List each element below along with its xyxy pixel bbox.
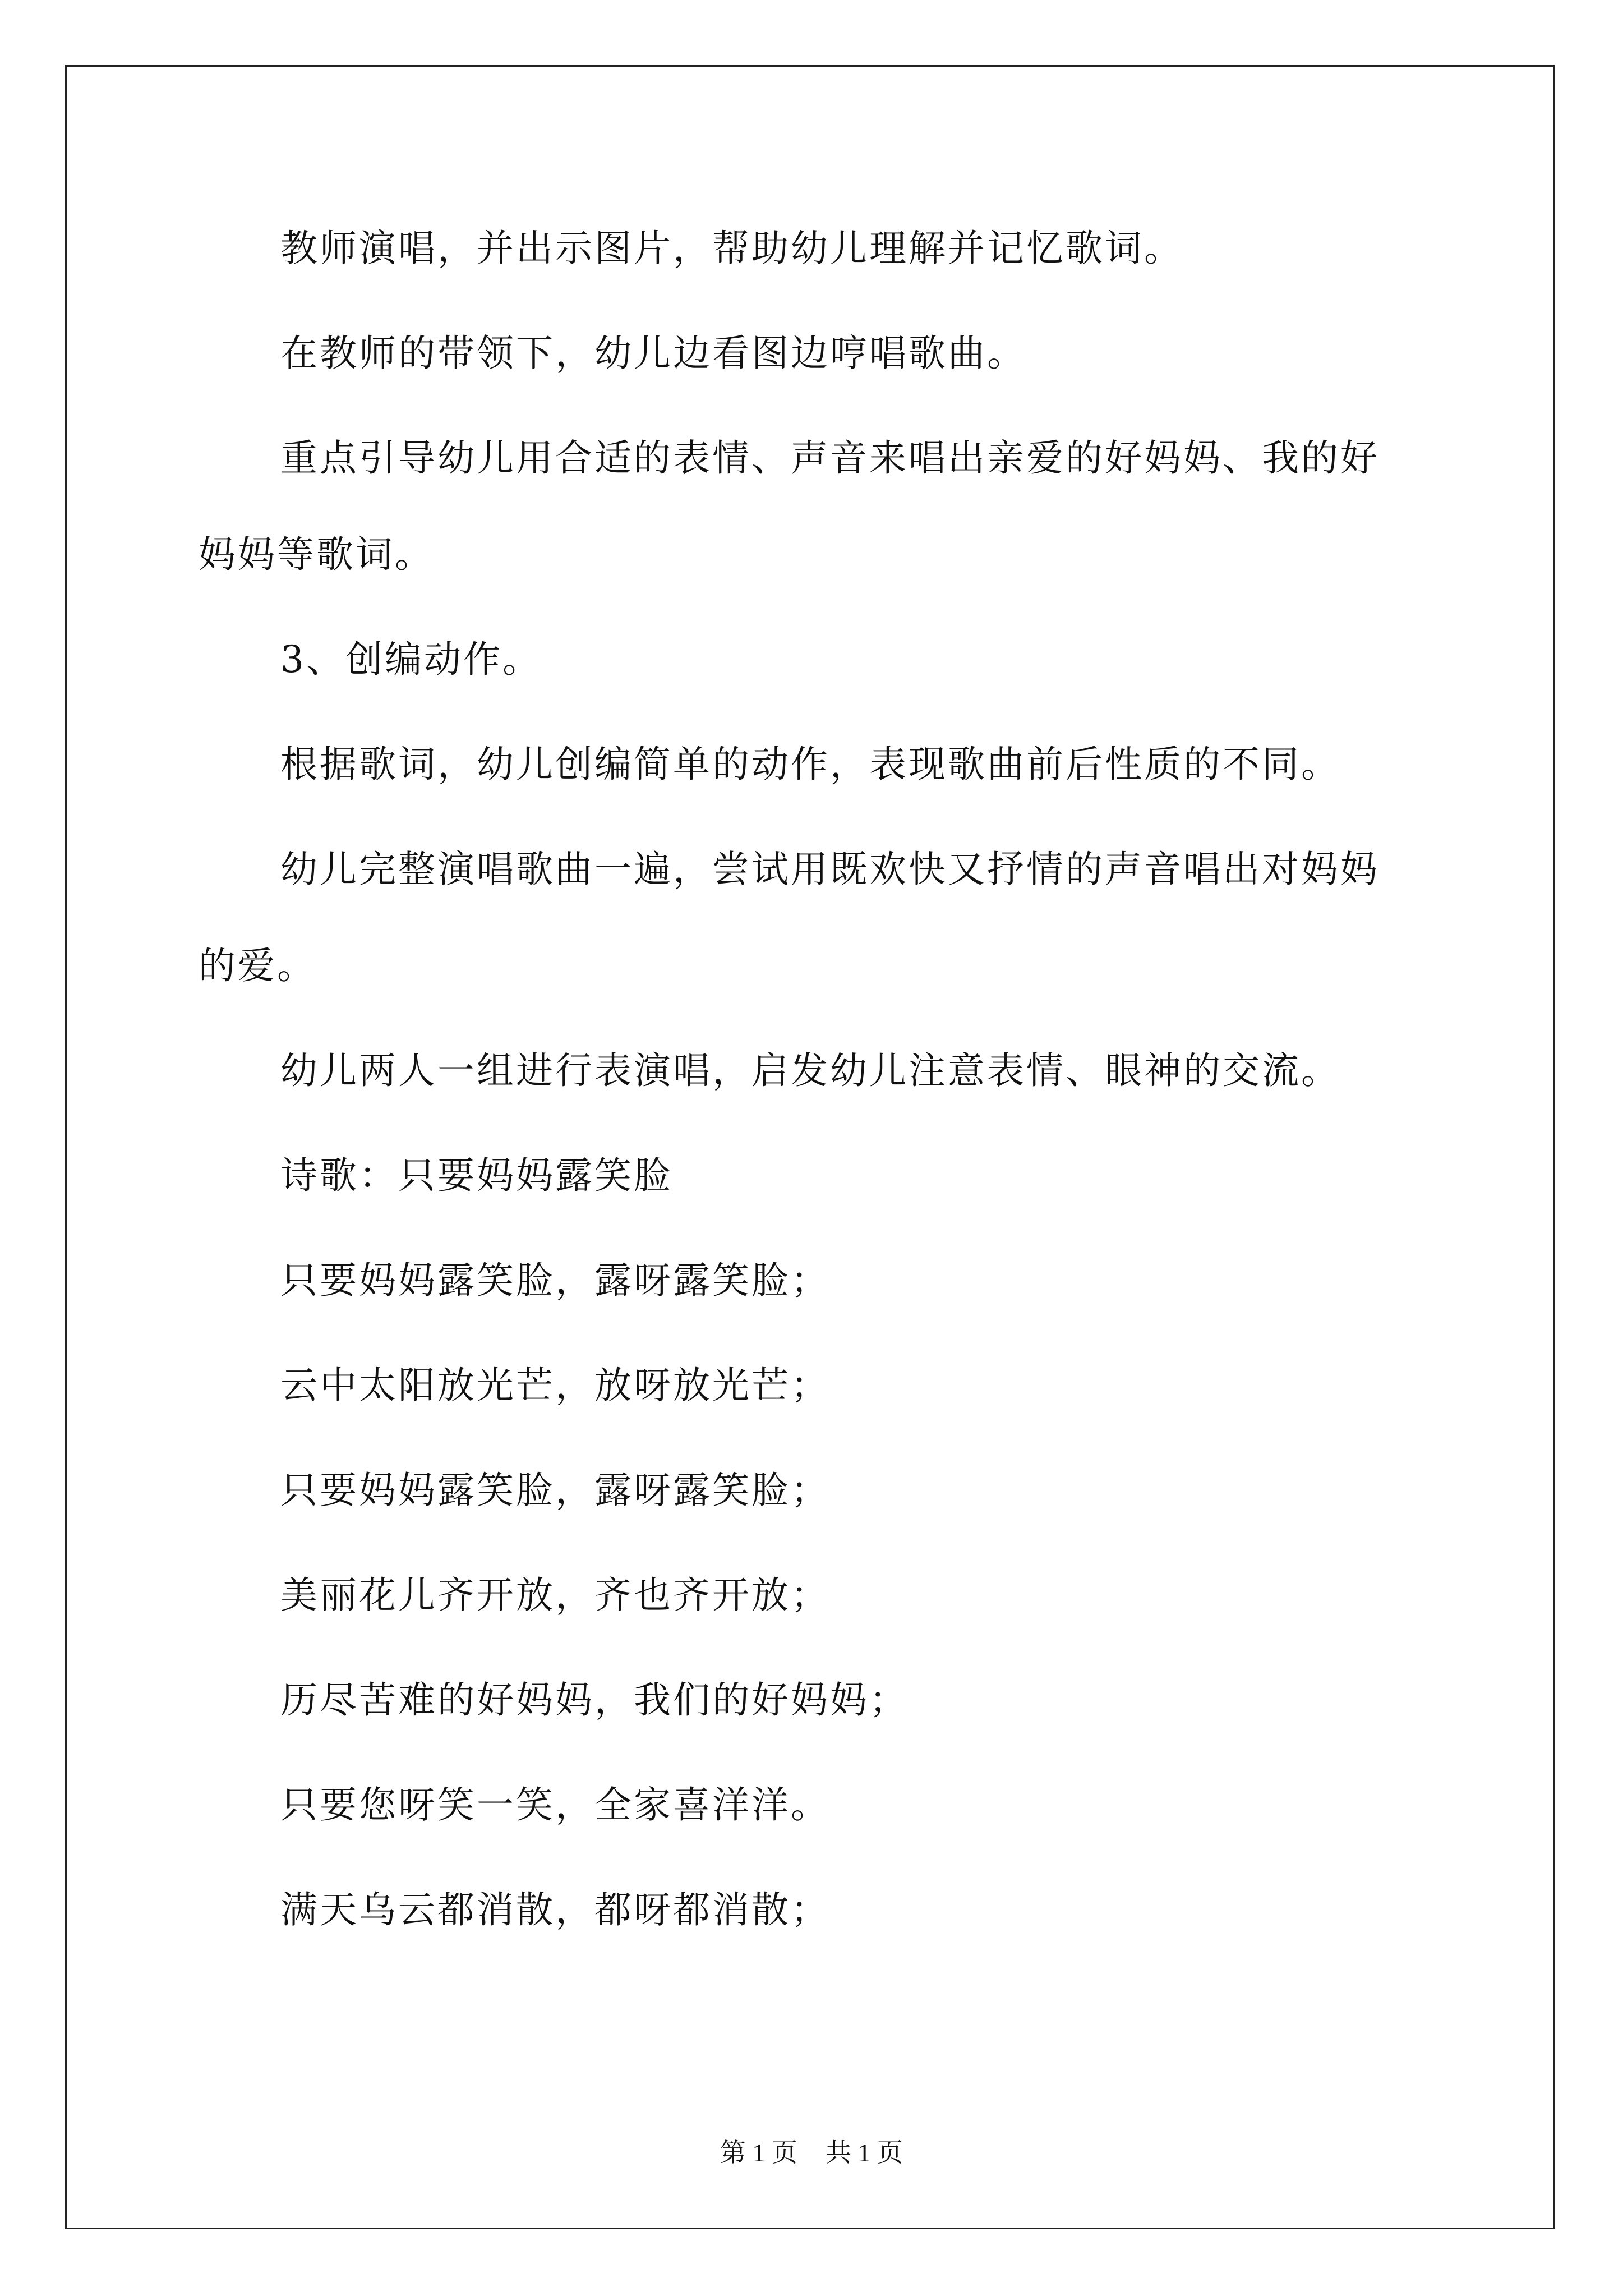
paragraph-continuation: 的爱。 xyxy=(199,944,316,987)
poem-line: 美丽花儿齐开放，齐也齐开放； xyxy=(280,1573,830,1617)
paragraph: 幼儿完整演唱歌曲一遍，尝试用既欢快又抒情的声音唱出对妈妈 xyxy=(280,848,1380,891)
poem-line: 云中太阳放光芒，放呀放光芒； xyxy=(280,1364,830,1407)
poem-line: 只要妈妈露笑脸，露呀露笑脸； xyxy=(280,1259,830,1302)
poem-title: 诗歌：只要妈妈露笑脸 xyxy=(280,1154,673,1197)
poem-line: 满天乌云都消散，都呀都消散； xyxy=(280,1888,830,1931)
paragraph: 在教师的带领下，幼儿边看图边哼唱歌曲。 xyxy=(280,332,1026,375)
page-footer xyxy=(0,2137,1623,2169)
poem-line: 只要您呀笑一笑，全家喜洋洋。 xyxy=(280,1783,830,1826)
paragraph: 根据歌词，幼儿创编简单的动作，表现歌曲前后性质的不同。 xyxy=(280,743,1340,786)
paragraph-continuation: 妈妈等歌词。 xyxy=(199,533,434,576)
paragraph: 幼儿两人一组进行表演唱，启发幼儿注意表情、眼神的交流。 xyxy=(280,1049,1340,1092)
page-number-current: 第 1 页 xyxy=(720,2138,797,2167)
poem-line: 只要妈妈露笑脸，露呀露笑脸； xyxy=(280,1469,830,1512)
paragraph: 教师演唱，并出示图片，帮助幼儿理解并记忆歌词。 xyxy=(280,227,1183,270)
poem-line: 历尽苦难的好妈妈，我们的好妈妈； xyxy=(280,1678,909,1722)
paragraph: 重点引导幼儿用合适的表情、声音来唱出亲爱的好妈妈、我的好 xyxy=(280,436,1380,480)
document-body xyxy=(199,224,1430,1991)
section-heading: 3、创编动作。 xyxy=(280,638,542,681)
page-number-total: 共 1 页 xyxy=(826,2138,903,2167)
